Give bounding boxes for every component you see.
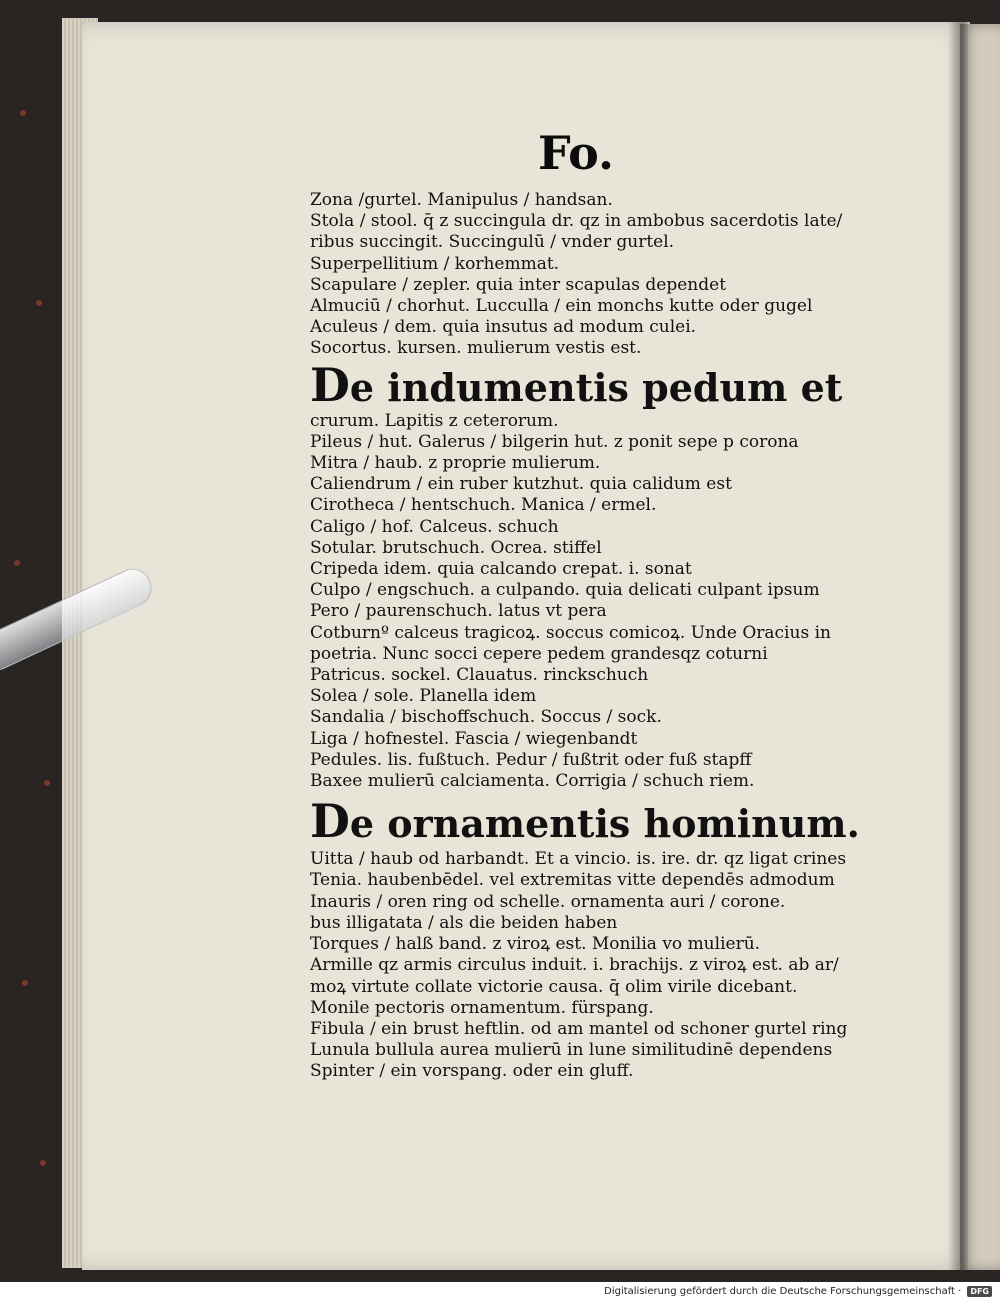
- text-line: Aculeus / dem. quia insutus ad modum culei.: [310, 317, 697, 338]
- text-line: crurum. Lapitis z ceterorum.: [310, 410, 559, 431]
- text-line: Sotular. brutschuch. Ocrea. stiffel: [310, 537, 602, 558]
- text-line: Sandalia / bischoffschuch. Soccus / sock.: [310, 707, 662, 728]
- heading-text: e indumentis pedum et: [349, 364, 843, 410]
- text-line: Cotburnº calceus tragicoꝝ. soccus comicoꝝ. Unde Oracius in: [310, 622, 831, 643]
- text-line: Pedules. lis. fußtuch. Pedur / fußtrit oder fuß stapff: [310, 749, 752, 770]
- text-line: poetria. Nunc socci cepere pedem grandesqz coturni: [310, 643, 768, 664]
- text-line: Pero / paurenschuch. latus vt pera: [310, 601, 607, 622]
- text-group-footwear: [310, 411, 890, 793]
- text-line: Cripeda idem. quia calcando crepat. i. sonat: [310, 559, 692, 580]
- text-line: Spinter / ein vorspang. oder ein gluff.: [310, 1061, 634, 1082]
- cover-speck: [14, 560, 20, 566]
- text-line: Inauris / oren ring od̄ schelle. ornamenta auri / corone.: [310, 891, 786, 912]
- cover-speck: [40, 1160, 46, 1166]
- text-line: Uitta / haub od̄ harbandt. Et a vincio. is. ire. dr. qz ligat crines: [310, 849, 847, 870]
- text-line: Baxee mulierū calciamenta. Corrigia / schuch riem.: [310, 771, 755, 792]
- text-line: Socortus. kursen. mulierum vestis est.: [310, 338, 642, 359]
- text-line: Scapulare / zepler. quia inter scapulas dependet: [310, 274, 727, 295]
- text-line: Lunula bullula aurea mulierū in lune similitudinē dependens: [310, 1040, 833, 1061]
- text-line: Torques / halß band. z viroꝝ est. Monilia vo mulierū.: [310, 934, 761, 955]
- text-line: Caligo / hof. Calceus. schuch: [310, 516, 559, 537]
- cover-speck: [20, 110, 26, 116]
- page-gutter-shadow: [948, 22, 968, 1270]
- footer-bar: [0, 1282, 1000, 1300]
- text-line: Almuciū / chorhut. Lucculla / ein monchs kutte oder gugel: [310, 296, 813, 317]
- text-line: Tenia. haubenbēdel. vel extremitas vitte dependēs admodum: [310, 870, 835, 891]
- funding-credit: Digitalisierung gefördert durch die Deutsche Forschungsgemeinschaft ·: [604, 1285, 962, 1297]
- section-heading-ornaments: [310, 796, 890, 849]
- text-line: bus illigatata / als die beiden haben: [310, 912, 618, 933]
- heading-initial: D: [310, 361, 350, 411]
- text-line: Stola / stool. q̄ z succingula dr. qz in ambobus sacerdotis late/: [310, 211, 843, 232]
- section-heading-footwear: [310, 362, 890, 411]
- text-line: Mitra / haub. z proprie mulierum.: [310, 453, 601, 474]
- cover-speck: [36, 300, 42, 306]
- text-line: moꝝ virtute collate victorie causa. q̄ olim virile dicebant.: [310, 976, 798, 997]
- text-line: Pileus / hut. Galerus / bilgerin hut. z ponit sepe p corona: [310, 431, 799, 452]
- text-line: Solea / sole. Planella idem: [310, 686, 537, 707]
- page-text-block: [310, 190, 890, 1083]
- text-group-ornaments: [310, 849, 890, 1082]
- text-line: Caliendrum / ein ruber kutzhut. quia calidum est: [310, 474, 732, 495]
- text-line: Culpo / engschuch. a culpando. quia delicati culpant ipsum: [310, 580, 820, 601]
- text-line: Patricus. sockel. Clauatus. rinckschuch: [310, 665, 649, 686]
- running-head: Fo.: [538, 126, 615, 180]
- cover-speck: [44, 780, 50, 786]
- text-line: Cirotheca / hentschuch. Manica / ermel.: [310, 495, 657, 516]
- cover-speck: [22, 980, 28, 986]
- text-line: Monile pectoris ornamentum. fürspang.: [310, 997, 654, 1018]
- heading-initial: D: [310, 796, 350, 849]
- text-line: Liga / hofnestel. Fascia / wiegenbandt: [310, 728, 638, 749]
- text-line: ribus succingit. Succingulū / vnder gurtel.: [310, 232, 675, 253]
- text-line: Zona /gurtel. Manipulus / handsan.: [310, 190, 613, 210]
- dfg-logo: DFG: [967, 1286, 992, 1297]
- heading-text: e ornamentis hominum.: [349, 801, 860, 847]
- text-line: Fibula / ein brust heftlin. od̄ am mantel od̄ schoner gurtel ring: [310, 1018, 848, 1039]
- text-line: Armille qz armis circulus induit. i. brachijs. z viroꝝ est. ab ar/: [310, 955, 839, 976]
- text-line: Superpellitium / korhemmat.: [310, 253, 560, 274]
- text-group-garments: [310, 190, 890, 360]
